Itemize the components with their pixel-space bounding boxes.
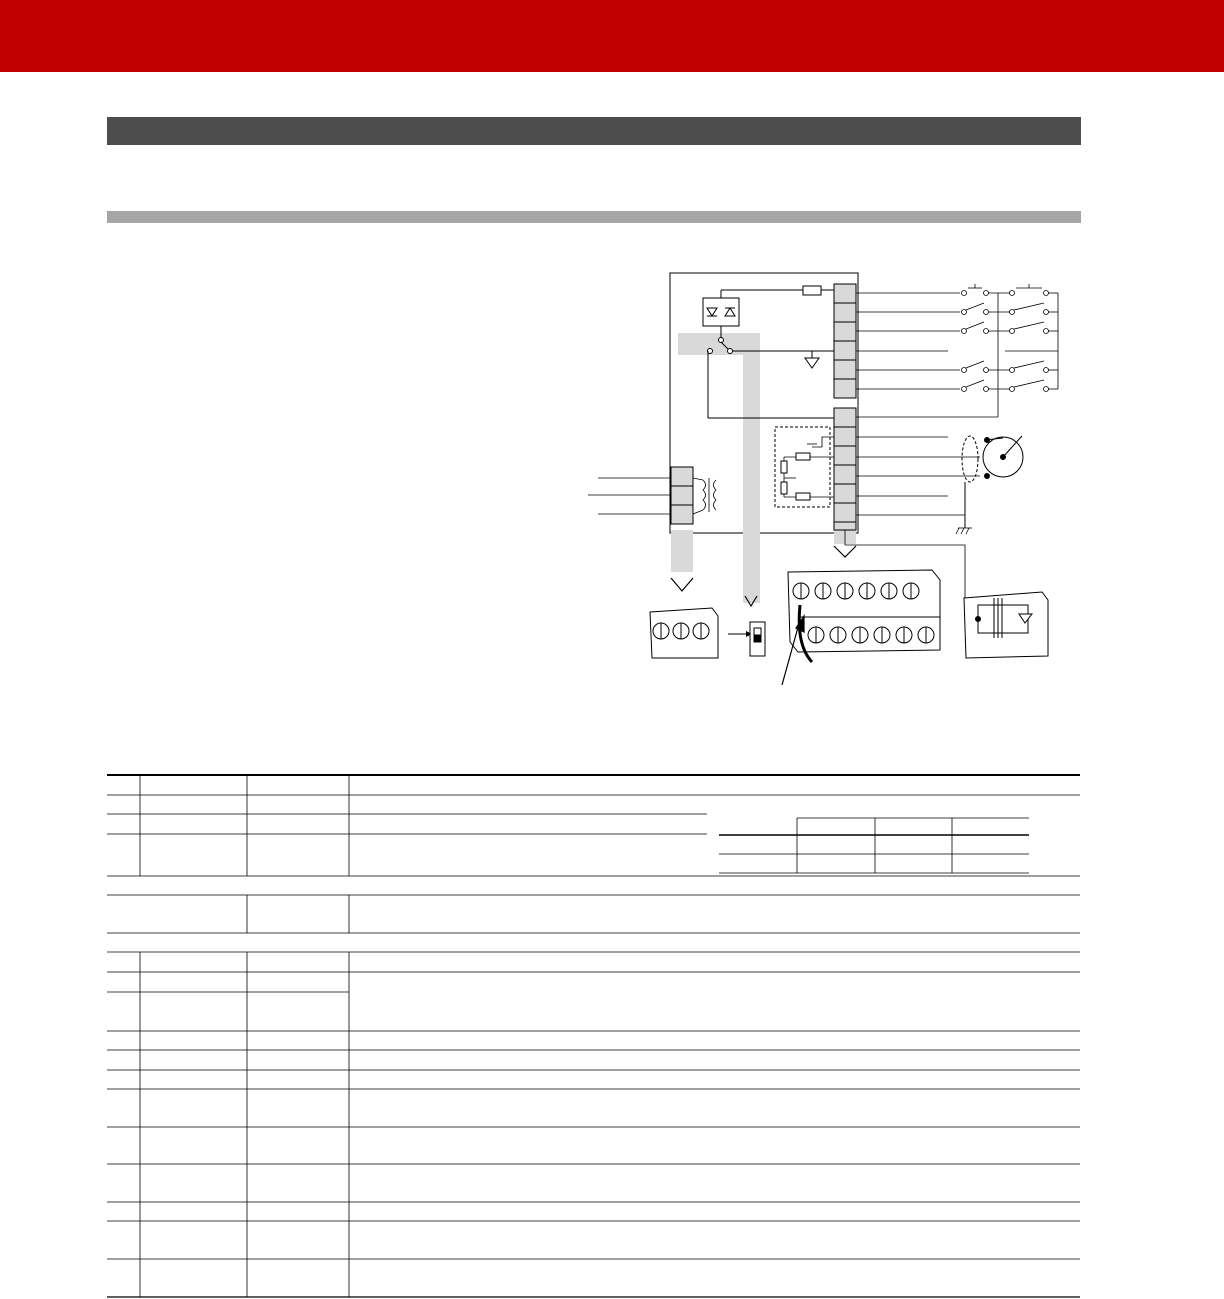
arrow-down-left-icon (671, 578, 693, 591)
section-heading-bar (107, 117, 1081, 145)
spec-table (107, 774, 1080, 1299)
top-banner (0, 0, 1224, 72)
wiring-diagram (560, 260, 1080, 690)
relay-coil-icon (703, 290, 803, 338)
nested-subtable (719, 818, 1029, 873)
resistor-top (803, 286, 821, 295)
earth-ground-icon (956, 528, 972, 534)
gray-band-vertical (743, 333, 760, 603)
transformer-icon (693, 478, 716, 514)
potentiometer-icon (962, 436, 1023, 528)
gray-band-left (671, 530, 693, 572)
terminal-block-double-icon (788, 570, 940, 652)
ground-icon (805, 351, 819, 368)
terminal-block-icon (650, 608, 718, 658)
terminal-column-right (834, 284, 856, 530)
subsection-heading-bar (107, 211, 1081, 223)
filter-module-icon (964, 592, 1048, 658)
arrow-down-right-icon (834, 546, 856, 557)
dip-switch-icon (750, 622, 765, 656)
switch-contact-icon (962, 284, 1049, 392)
terminal-column-left (671, 467, 693, 524)
